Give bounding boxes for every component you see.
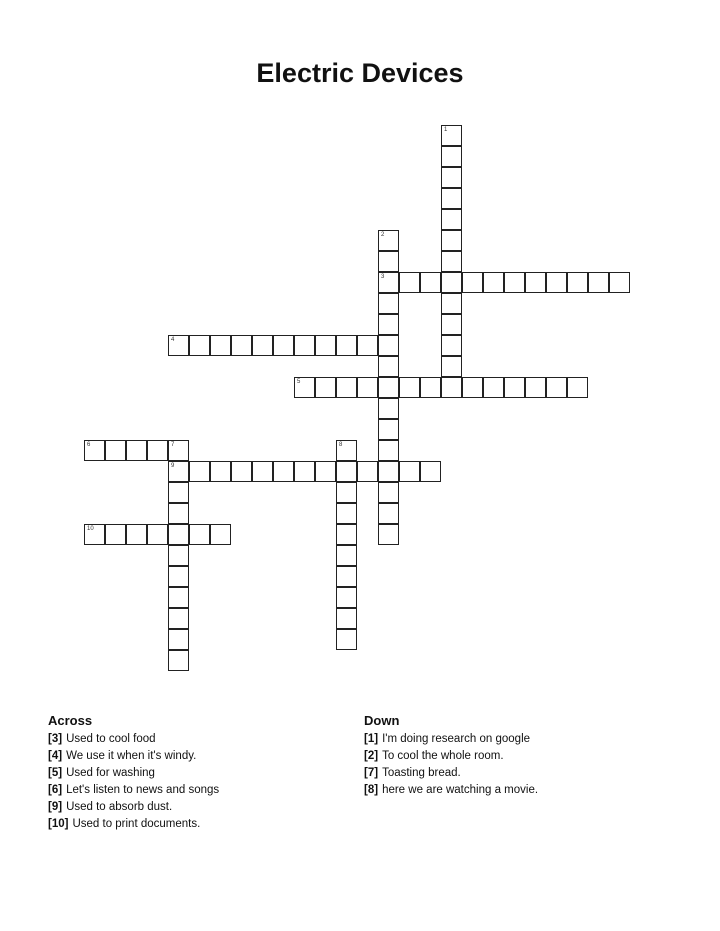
grid-cell[interactable] <box>399 272 420 293</box>
grid-cell[interactable] <box>336 482 357 503</box>
across-heading: Across <box>48 713 93 728</box>
grid-cell[interactable] <box>210 461 231 482</box>
clue-number: [3] <box>48 733 63 745</box>
grid-cell[interactable] <box>147 524 168 545</box>
grid-cell[interactable] <box>441 293 462 314</box>
grid-cell[interactable] <box>168 650 189 671</box>
grid-cell[interactable] <box>399 377 420 398</box>
grid-cell[interactable] <box>168 608 189 629</box>
grid-cell[interactable] <box>168 503 189 524</box>
grid-cell[interactable] <box>567 377 588 398</box>
grid-cell[interactable] <box>420 377 441 398</box>
grid-cell[interactable] <box>336 440 357 461</box>
grid-cell[interactable] <box>441 188 462 209</box>
grid-cell[interactable] <box>357 377 378 398</box>
grid-cell[interactable] <box>294 461 315 482</box>
clue-text: Used to print documents. <box>72 818 201 830</box>
clue-number: [8] <box>364 784 379 796</box>
grid-cell[interactable] <box>336 461 357 482</box>
grid-cell[interactable] <box>273 335 294 356</box>
grid-cell[interactable] <box>441 167 462 188</box>
grid-cell[interactable] <box>168 524 189 545</box>
cell-number: 6 <box>87 442 91 448</box>
grid-cell[interactable] <box>483 377 504 398</box>
grid-cell[interactable] <box>588 272 609 293</box>
cell-number: 7 <box>171 442 175 448</box>
cell-number: 8 <box>339 442 343 448</box>
grid-cell[interactable] <box>336 629 357 650</box>
grid-cell[interactable] <box>189 461 210 482</box>
grid-cell[interactable] <box>441 335 462 356</box>
grid-cell[interactable] <box>441 209 462 230</box>
grid-cell[interactable] <box>378 440 399 461</box>
across-clues <box>48 712 219 833</box>
grid-cell[interactable] <box>315 461 336 482</box>
grid-cell[interactable] <box>441 377 462 398</box>
grid-cell[interactable] <box>441 272 462 293</box>
grid-cell[interactable] <box>336 566 357 587</box>
down-clue <box>364 748 538 765</box>
grid-cell[interactable] <box>126 440 147 461</box>
grid-cell[interactable] <box>294 335 315 356</box>
grid-cell[interactable] <box>336 608 357 629</box>
across-clue <box>48 816 219 833</box>
grid-cell[interactable] <box>252 335 273 356</box>
clue-text: To cool the whole room. <box>382 750 504 762</box>
clue-number: [10] <box>48 818 69 830</box>
grid-cell[interactable] <box>273 461 294 482</box>
clue-number: [9] <box>48 801 63 813</box>
grid-cell[interactable] <box>378 377 399 398</box>
grid-cell[interactable] <box>504 377 525 398</box>
grid-cell[interactable] <box>504 272 525 293</box>
grid-cell[interactable] <box>378 503 399 524</box>
cell-number: 4 <box>171 337 175 343</box>
clue-text: I'm doing research on google <box>382 733 531 745</box>
grid-cell[interactable] <box>420 461 441 482</box>
grid-cell[interactable] <box>378 524 399 545</box>
grid-cell[interactable] <box>441 125 462 146</box>
grid-cell[interactable] <box>378 230 399 251</box>
grid-cell[interactable] <box>336 377 357 398</box>
down-heading: Down <box>364 713 400 728</box>
grid-cell[interactable] <box>357 461 378 482</box>
grid-cell[interactable] <box>210 524 231 545</box>
grid-cell[interactable] <box>315 335 336 356</box>
grid-cell[interactable] <box>105 440 126 461</box>
grid-cell[interactable] <box>441 230 462 251</box>
grid-cell[interactable] <box>252 461 273 482</box>
grid-cell[interactable] <box>441 251 462 272</box>
grid-cell[interactable] <box>105 524 126 545</box>
cell-number: 5 <box>297 379 301 385</box>
cell-number: 1 <box>444 127 448 133</box>
down-clue <box>364 782 538 799</box>
grid-cell[interactable] <box>126 524 147 545</box>
down-clue <box>364 731 538 748</box>
grid-cell[interactable] <box>378 398 399 419</box>
grid-cell[interactable] <box>168 566 189 587</box>
puzzle-title: Electric Devices <box>256 58 464 88</box>
grid-cell[interactable] <box>525 377 546 398</box>
grid-cell[interactable] <box>84 524 105 545</box>
across-clue <box>48 731 219 748</box>
grid-cell[interactable] <box>231 335 252 356</box>
clue-text: Used to absorb dust. <box>66 801 173 813</box>
clue-number: [1] <box>364 733 379 745</box>
grid-cell[interactable] <box>336 335 357 356</box>
across-clue <box>48 782 219 799</box>
grid-cell[interactable] <box>84 440 105 461</box>
down-clue <box>364 765 538 782</box>
grid-cell[interactable] <box>210 335 231 356</box>
grid-cell[interactable] <box>315 377 336 398</box>
grid-cell[interactable] <box>378 251 399 272</box>
across-clue <box>48 748 219 765</box>
grid-cell[interactable] <box>525 272 546 293</box>
clue-number: [5] <box>48 767 63 779</box>
grid-cell[interactable] <box>231 461 252 482</box>
grid-cell[interactable] <box>378 272 399 293</box>
grid-cell[interactable] <box>399 461 420 482</box>
grid-cell[interactable] <box>420 272 441 293</box>
grid-cell[interactable] <box>336 503 357 524</box>
clue-text: Let's listen to news and songs <box>66 784 220 796</box>
grid-cell[interactable] <box>378 293 399 314</box>
grid-cell[interactable] <box>147 440 168 461</box>
grid-cell[interactable] <box>168 545 189 566</box>
cell-number: 2 <box>381 232 385 238</box>
grid-cell[interactable] <box>294 377 315 398</box>
grid-cell[interactable] <box>189 524 210 545</box>
grid-cell[interactable] <box>462 377 483 398</box>
grid-cell[interactable] <box>357 335 378 356</box>
grid-cell[interactable] <box>378 314 399 335</box>
grid-cell[interactable] <box>378 356 399 377</box>
grid-cell[interactable] <box>546 377 567 398</box>
clue-text: here we are watching a movie. <box>382 784 539 796</box>
grid-cell[interactable] <box>378 335 399 356</box>
grid-cell[interactable] <box>546 272 567 293</box>
grid-cell[interactable] <box>378 419 399 440</box>
grid-cell[interactable] <box>168 482 189 503</box>
clue-text: Used to cool food <box>66 733 156 745</box>
grid-cell[interactable] <box>336 587 357 608</box>
grid-cell[interactable] <box>441 314 462 335</box>
clue-text: We use it when it's windy. <box>66 750 197 762</box>
across-clue <box>48 799 219 816</box>
grid-cell[interactable] <box>462 272 483 293</box>
grid-cell[interactable] <box>168 629 189 650</box>
clue-number: [2] <box>364 750 379 762</box>
clue-number: [6] <box>48 784 63 796</box>
grid-cell[interactable] <box>567 272 588 293</box>
clue-number: [4] <box>48 750 63 762</box>
cell-number: 3 <box>381 274 385 280</box>
grid-cell[interactable] <box>168 335 189 356</box>
clue-text: Toasting bread. <box>382 767 461 779</box>
cell-number: 10 <box>87 526 94 532</box>
grid-cell[interactable] <box>609 272 630 293</box>
cell-number: 9 <box>171 463 175 469</box>
down-clues <box>364 712 538 799</box>
grid-cell[interactable] <box>168 461 189 482</box>
grid-cell[interactable] <box>483 272 504 293</box>
clue-text: Used for washing <box>66 767 155 779</box>
grid-cell[interactable] <box>189 335 210 356</box>
grid-cell[interactable] <box>378 482 399 503</box>
grid-cell[interactable] <box>168 587 189 608</box>
grid-cell[interactable] <box>336 545 357 566</box>
grid-cell[interactable] <box>336 524 357 545</box>
grid-cell[interactable] <box>168 440 189 461</box>
grid-cell[interactable] <box>378 461 399 482</box>
grid-cell[interactable] <box>441 146 462 167</box>
clue-number: [7] <box>364 767 379 779</box>
across-clue <box>48 765 219 782</box>
grid-cell[interactable] <box>441 356 462 377</box>
